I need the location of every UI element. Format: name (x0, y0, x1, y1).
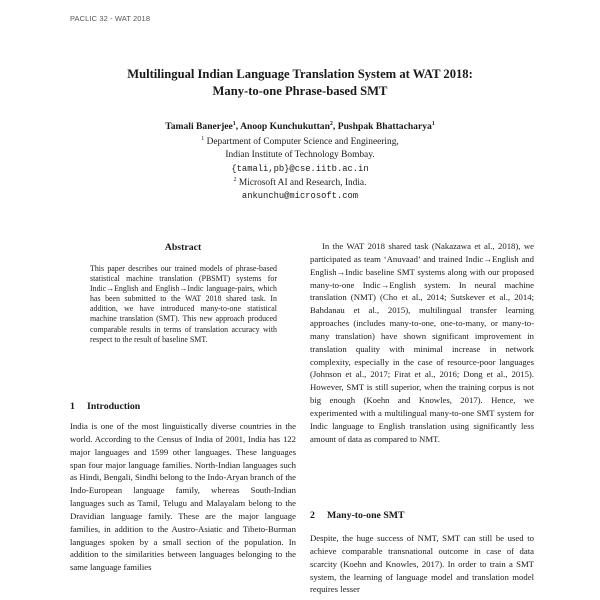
affiliation-mark: 2 (233, 177, 237, 183)
section-number: 1 (70, 401, 75, 412)
author-separator: , (332, 121, 338, 132)
section-1-heading (70, 401, 140, 412)
right-column-paragraph: In the WAT 2018 shared task (Nakazawa et al., 2018), we participated as team ‘Anuvaad’ and trained Indic→English and English→Indic baseline SMT systems along with our proposed many-to-one Indic→English system. In neural machine translation (NMT) (Cho et al., 2014; Sutskever et al., 2014; Bahdanau et al., 2015), multilingual transfer learning approaches (includes many-to-one, one-to-many, or many-to-many translation) have shown significant improvement in translation quality with minimal increase in network complexity, especially in the case of resource-poor languages (Johnson et al., 2017; Firat et al., 2016; Dong et al., 2015). However, SMT is still superior, when the training corpus is not big enough (Koehn and Knowles, 2017). Hence, we experimented with a multilingual many-to-one SMT system for Indic language to English translation using significantly less amount of data as compared to NMT. (310, 241, 534, 444)
author-list (60, 121, 540, 133)
affiliation-2-line-1 (60, 177, 540, 189)
paper-title (60, 66, 540, 100)
introduction-body: India is one of the most linguistically diverse countries in the world. According to the Census of India of 2001, India has 122 major languages and 1599 other languages. These languages span four major language families. North-Indian languages such as Hindi, Bengali, Sindhi belong to the Indo-Aryan branch of the Indo-European language family, whereas South-Indian languages such as Tamil, Telugu and Malayalam belong to the Dravidian language family. These are the major language families, in addition to the Austro-Asiatic and Tibeto-Burman languages spoken by a small section of the population. In addition to the similarities between languages belonging to the same language families (70, 421, 296, 573)
affiliation-1-email: {tamali,pb}@cse.iitb.ac.in (231, 164, 369, 174)
section-title: Introduction (87, 401, 141, 412)
affiliation-mark: 1 (201, 136, 205, 142)
affiliation-text: Department of Computer Science and Engineering, (204, 137, 399, 147)
section-number: 2 (310, 510, 315, 521)
affiliation-1-line-2: Indian Institute of Technology Bombay. (225, 150, 375, 160)
section-2-body: Despite, the huge success of NMT, SMT can still be used to achieve comparable transnational outcome in case of data scarcity (Koehn and Knowles, 2017). In order to train a SMT system, the learning of language model and translation model requires lesser (310, 533, 534, 595)
abstract-heading: Abstract (164, 242, 202, 253)
affiliation-text: Microsoft AI and Research, India. (236, 178, 367, 188)
section-title: Many-to-one SMT (327, 510, 405, 521)
abstract-body: This paper describes our trained models of phrase-based statistical machine translation (PBSMT) systems for Indic→English and English→Indic language-pairs, which has been submitted to the WAT 2018 shared task. In addition, we have introduced many-to-one statistical machine translation (SMT). This new approach produced comparable results in terms of translation accuracy with respect to the result of baseline SMT. (90, 264, 277, 344)
author-name: Anoop Kunchukuttan (240, 121, 330, 132)
title-line-2: Many-to-one Phrase-based SMT (212, 84, 388, 98)
author-separator: , (235, 121, 241, 132)
title-line-1: Multilingual Indian Language Translation System at WAT 2018: (127, 67, 473, 81)
author-affiliation-mark: 1 (232, 121, 236, 127)
author-affiliation-mark: 1 (431, 121, 435, 127)
affiliation-1-line-1 (60, 136, 540, 148)
author-name: Tamali Banerjee (165, 121, 233, 132)
author-name: Pushpak Bhattacharya (337, 121, 432, 132)
affiliation-2-email: ankunchu@microsoft.com (241, 191, 359, 201)
author-affiliation-mark: 2 (329, 121, 333, 127)
section-2-heading (310, 510, 405, 521)
venue-tag: PACLIC 32 - WAT 2018 (70, 14, 151, 23)
